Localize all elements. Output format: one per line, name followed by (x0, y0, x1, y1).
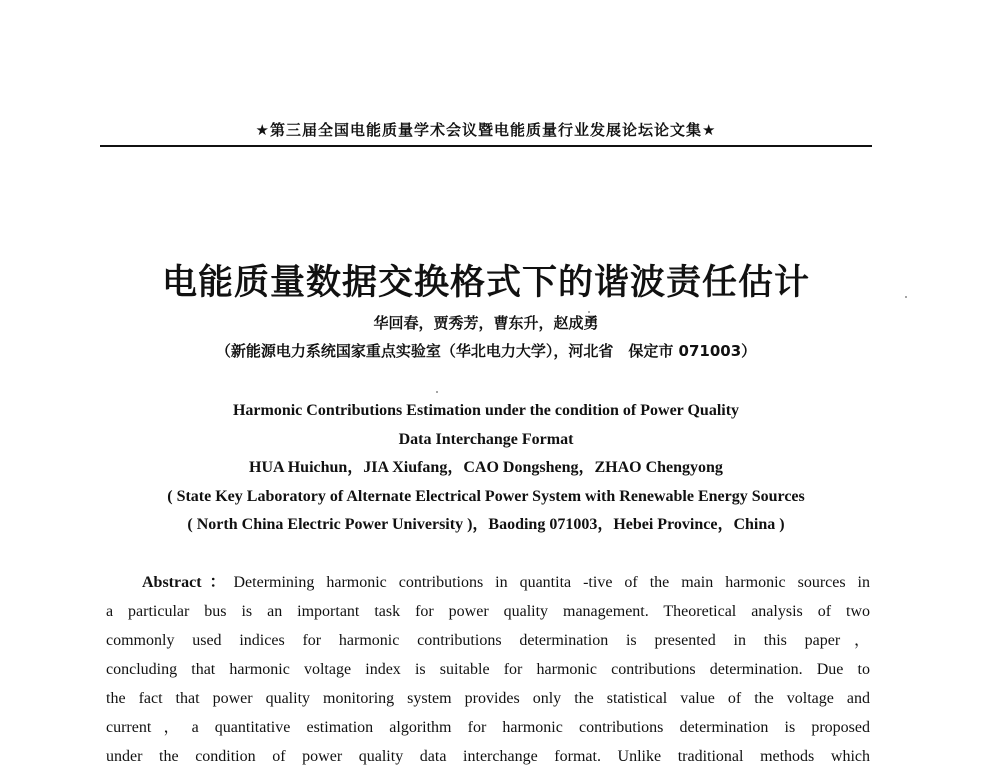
scan-speck (588, 311, 590, 313)
english-authors: HUA Huichun，JIA Xiufang，CAO Dongsheng，ZHAO Chengyong (249, 459, 723, 476)
chinese-affiliation: （新能源电力系统国家重点实验室（华北电力大学），河北省 保定市 071003） (215, 342, 757, 360)
abstract-line: concluding that harmonic voltage index is suitable for harmonic contributions determination. Due to (106, 661, 870, 678)
abstract-label: Abstract： (142, 574, 234, 591)
header-rule (100, 145, 872, 147)
english-affiliation-line-1: ( State Key Laboratory of Alternate Electrical Power System with Renewable Energy Sources (167, 487, 805, 505)
abstract-line: a particular bus is an important task for power quality management. Theoretical analysis of two (106, 603, 870, 620)
running-header: ★第三届全国电能质量学术会议暨电能质量行业发展论坛论文集★ (255, 121, 717, 139)
abstract (106, 568, 870, 771)
abstract-line-text: Determining harmonic contributions in quantita -tive of the main harmonic sources in (233, 574, 870, 591)
english-title-line-1: Harmonic Contributions Estimation under the condition of Power Quality (232, 402, 740, 419)
scan-speck (436, 391, 438, 393)
english-title-line-2: Data Interchange Format (398, 430, 574, 448)
abstract-line: under the condition of power quality data interchange format. Unlike traditional methods which (106, 748, 870, 765)
abstract-line (106, 568, 870, 597)
abstract-line: current，a quantitative estimation algorithm for harmonic contributions determination is proposed (106, 719, 870, 736)
abstract-line: commonly used indices for harmonic contributions determination is presented in this paper， (106, 632, 870, 649)
scan-speck (905, 296, 907, 298)
english-affiliation-line-2: ( North China Electric Power University )，Baoding 071003，Hebei Province，China ) (187, 516, 785, 533)
chinese-title: 电能质量数据交换格式下的谐波责任估计 (161, 263, 810, 303)
abstract-line: the fact that power quality monitoring system provides only the statistical value of the voltage and (106, 690, 870, 707)
chinese-authors: 华回春，贾秀芳，曹东升，赵成勇 (373, 314, 599, 332)
english-front-matter (100, 397, 872, 540)
